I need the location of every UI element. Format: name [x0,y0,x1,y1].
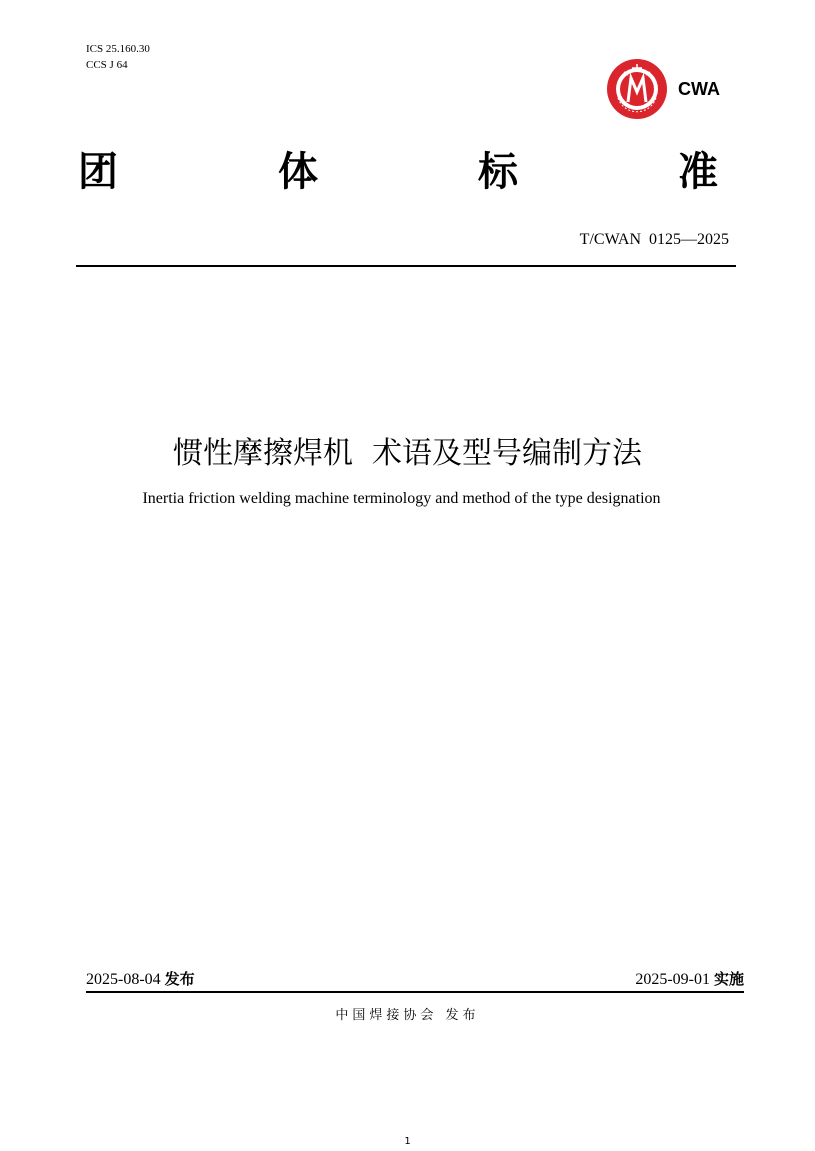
cwa-seal-icon [606,58,668,120]
issue-date: 2025-08-04 [86,971,161,988]
implementation-date: 2025-09-01 [635,971,710,988]
doc-type-char: 标 [478,149,518,195]
header-divider [76,265,736,267]
title-chinese: 惯性摩擦焊机 术语及型号编制方法 [172,436,643,471]
issue-date-line [86,968,195,989]
title-english: Inertia friction welding machine terminology and method of the type designation [142,490,661,507]
ccs-code: CCS J 64 [86,59,128,71]
publisher: 中国焊接协会 发布 [335,1008,480,1023]
cwa-logo-text: CWA [678,79,720,99]
footer-divider [86,991,744,993]
doc-type-char: 准 [678,149,718,195]
doc-type-char: 团 [78,149,118,195]
issue-label: 发布 [164,970,195,988]
implementation-label: 实施 [713,970,744,988]
document-type-heading [78,148,718,196]
doc-type-char: 体 [278,149,318,195]
page-number: 1 [404,1136,411,1147]
implementation-date-line [635,968,744,989]
ics-code: ICS 25.160.30 [86,43,150,55]
standard-number: T/CWAN 0125—2025 [579,231,729,248]
classification-codes [86,41,150,73]
